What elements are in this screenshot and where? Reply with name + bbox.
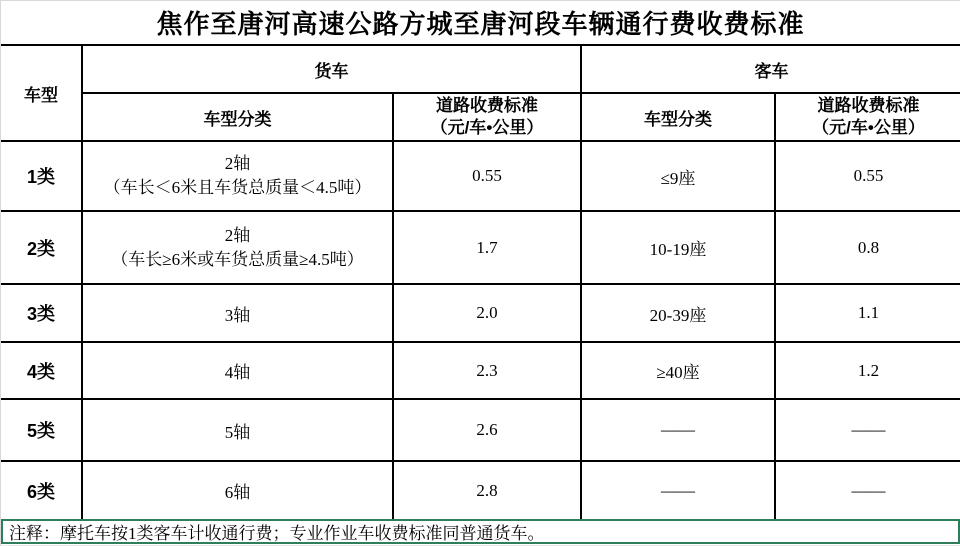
table-row-class2: [1, 211, 960, 284]
page-title: 焦作至唐河高速公路方城至唐河段车辆通行费收费标准: [156, 9, 805, 39]
sub-header-bus-classification: 车型分类: [581, 93, 775, 141]
vehicle-class-label: 6类: [1, 461, 82, 519]
bus-rate-cell: ——: [775, 399, 960, 461]
group-header-bus: 客车: [581, 45, 960, 93]
sub-header-bus-standard: [775, 93, 960, 141]
vehicle-class-label: 1类: [1, 141, 82, 211]
truck-classification-cell: 4轴: [82, 342, 393, 399]
sub-header-row: [1, 93, 960, 141]
footnote-text: 注释：摩托车按1类客车计收通行费；专业作业车收费标准同普通货车。: [9, 524, 545, 543]
truck-condition: （车长＜6米且车货总质量＜4.5吨）: [103, 178, 372, 197]
bus-rate-cell: 0.8: [775, 211, 960, 284]
bus-seats-cell: ——: [581, 399, 775, 461]
truck-rate-cell: 2.3: [393, 342, 581, 399]
bus-seats-cell: ≤9座: [581, 141, 775, 211]
footnote-box: [1, 519, 960, 544]
bus-rate-cell: ——: [775, 461, 960, 519]
truck-rate-cell: 2.0: [393, 284, 581, 342]
truck-classification-cell: 6轴: [82, 461, 393, 519]
bus-rate-cell: 0.55: [775, 141, 960, 211]
truck-rate-cell: 1.7: [393, 211, 581, 284]
table-row-class4: [1, 342, 960, 399]
bus-seats-cell: 20-39座: [581, 284, 775, 342]
table-row-class5: [1, 399, 960, 461]
bus-seats-cell: ≥40座: [581, 342, 775, 399]
truck-classification-cell: [82, 141, 393, 211]
group-header-row: [1, 45, 960, 93]
truck-rate-cell: 0.55: [393, 141, 581, 211]
truck-classification-cell: [82, 211, 393, 284]
sub-header-truck-standard-line1: 道路收费标准: [436, 96, 538, 115]
sub-header-bus-standard-line2: （元/车•公里）: [812, 118, 925, 137]
sub-header-bus-standard-line1: 道路收费标准: [817, 96, 920, 115]
bus-rate-cell: 1.1: [775, 284, 960, 342]
group-header-truck: 货车: [82, 45, 581, 93]
bus-rate-cell: 1.2: [775, 342, 960, 399]
sub-header-truck-classification: 车型分类: [82, 93, 393, 141]
sub-header-truck-standard: [393, 93, 581, 141]
truck-classification-cell: 5轴: [82, 399, 393, 461]
bus-seats-cell: ——: [581, 461, 775, 519]
truck-rate-cell: 2.6: [393, 399, 581, 461]
sub-header-truck-standard-line2: （元/车•公里）: [430, 118, 544, 137]
truck-classification-cell: 3轴: [82, 284, 393, 342]
corner-header-vehicle-type: 车型: [1, 45, 82, 141]
table-row-class3: [1, 284, 960, 342]
vehicle-class-label: 4类: [1, 342, 82, 399]
vehicle-class-label: 3类: [1, 284, 82, 342]
toll-rate-table: [1, 44, 960, 519]
truck-axles: 2轴: [224, 154, 251, 173]
table-row-class6: [1, 461, 960, 519]
truck-condition: （车长≥6米或车货总质量≥4.5吨）: [111, 249, 364, 269]
truck-rate-cell: 2.8: [393, 461, 581, 519]
bus-seats-cell: 10-19座: [581, 211, 775, 284]
vehicle-class-label: 2类: [1, 211, 82, 284]
vehicle-class-label: 5类: [1, 399, 82, 461]
table-row-class1: [1, 141, 960, 211]
truck-axles: 2轴: [224, 225, 251, 245]
